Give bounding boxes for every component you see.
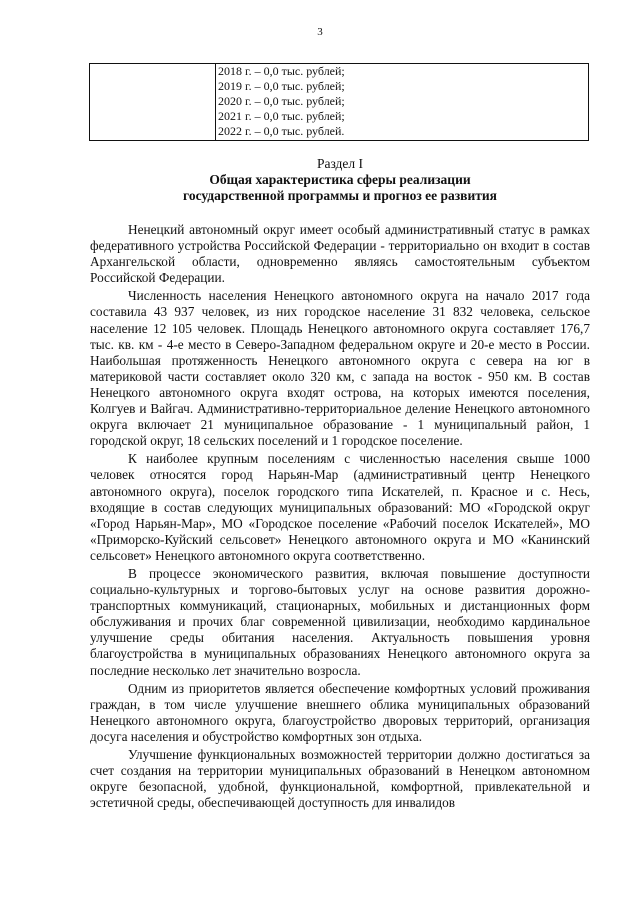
paragraph: Улучшение функциональных возможностей территории должно достигаться за счет создания на территории муниципальных образований в Ненецком автономном округе безопасной, удобной, функциональной, комфортной, привлекательной и эстетичной среды, обеспечивающей доступность для инвалидов — [90, 747, 590, 811]
funding-line-2020: 2020 г. – 0,0 тыс. рублей; — [218, 94, 345, 108]
paragraph: К наиболее крупным поселениям с численностью населения свыше 1000 человек относятся город Нарьян-Мар (административный центр Ненецкого автономного округа), поселок городского типа Искателей, п. Красное и с. Несь, входящие в состав следующих муниципальных образований: МО «Городской округ «Город Нарьян-Мар», МО «Городское поселение «Рабочий поселок Искателей», МО «Приморско-Куйский сельсовет» Ненецкого автономного округа и МО «Канинский сельсовет» Ненецкого автономного округа соответственно. — [90, 451, 590, 563]
paragraph: Численность населения Ненецкого автономного округа на начало 2017 года составила 43 937 человек, из них городское население 31 832 человека, сельское население 12 105 человек. Площадь Ненецкого автономного округа составляет 176,7 тыс. кв. км - 4-е место в Северо-Западном федеральном округе и 20-е место в России. Наибольшая протяженность Ненецкого автономного округа с севера на юг в материковой части составляет около 320 км, с запада на восток - 950 км. В состав Ненецкого автономного округа входят острова, на которых имеются поселения, Колгуев и Вайгач. Административно-территориальное деление Ненецкого автономного округа включает 21 муниципальное образование - 1 муниципальный район, 1 городской округ, 18 сельских поселений и 1 городское поселение. — [90, 288, 590, 449]
section-heading — [90, 156, 590, 204]
paragraph: В процессе экономического развития, включая повышение доступности социально-культурных и торгово-бытовых услуг на основе развития дорожно-транспортных коммуникаций, стационарных, мобильных и дистанционных форм обслуживания и прочих благ современной цивилизации, необходимо кардинальное улучшение среды обитания населения. Актуальность повышения уровня благоустройства в муниципальных образованиях Ненецкого автономного округа за последние несколько лет значительно возросла. — [90, 565, 590, 678]
page-number: 3 — [317, 26, 323, 38]
section-title-line-1: Общая характеристика сферы реализации — [209, 172, 471, 187]
paragraph: Ненецкий автономный округ имеет особый административный статус в рамках федеративного устройства Российской Федерации - территориально он входит в состав Архангельской области, одновременно являясь самостоятельным субъектом Российской Федерации. — [90, 222, 590, 286]
funding-line-2018: 2018 г. – 0,0 тыс. рублей; — [218, 64, 345, 78]
funding-line-2021: 2021 г. – 0,0 тыс. рублей; — [218, 109, 345, 123]
funding-line-2022: 2022 г. – 0,0 тыс. рублей. — [218, 124, 345, 138]
section-label: Раздел I — [316, 156, 364, 171]
funding-table — [89, 63, 589, 141]
funding-line-2019: 2019 г. – 0,0 тыс. рублей; — [218, 79, 345, 93]
paragraph: Одним из приоритетов является обеспечение комфортных условий проживания граждан, в том числе улучшение внешнего облика муниципальных образований Ненецкого автономного округа, благоустройство дворовых территорий, организация досуга населения и обустройство комфортных зон отдыха. — [90, 680, 590, 744]
body-text — [90, 222, 590, 813]
funding-table-value-cell — [216, 64, 589, 141]
funding-table-label-cell — [90, 64, 216, 141]
funding-table-row — [90, 64, 589, 141]
section-title-line-2: государственной программы и прогноз ее развития — [183, 188, 497, 203]
